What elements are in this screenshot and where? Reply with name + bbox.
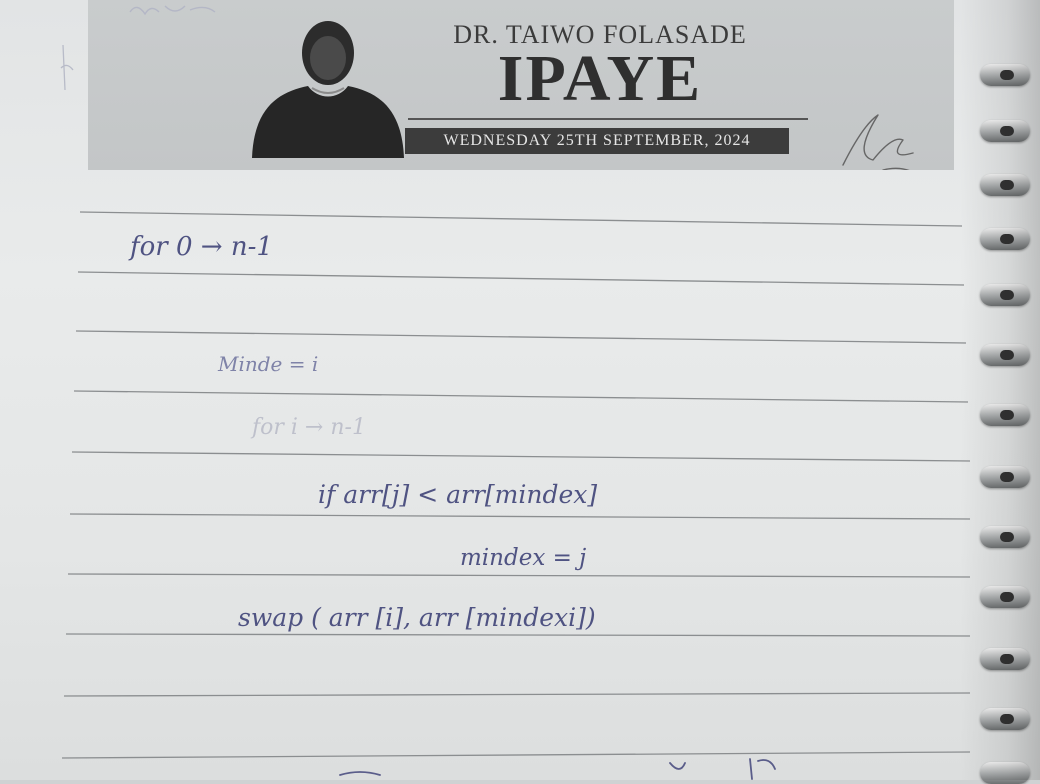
handwriting-line-if-compare: if arr[j] < arr[mindex] [318,480,598,509]
handwriting-line-swap: swap ( arr [i], arr [mindexi]) [238,603,596,632]
header-surname: IPAYE [497,42,703,115]
handwriting-line-minindex-init: Minde = i [218,352,319,376]
page-edge-shadow [960,0,1040,780]
handwriting-line-minindex-assign: mindex = j [460,545,587,571]
header-title: DR. TAIWO FOLASADE [453,20,747,49]
handwriting-line-for-inner: for i → n-1 [252,415,366,440]
handwriting-line-for-outer: for 0 → n-1 [130,232,273,262]
bottom-ink-fragments [300,755,800,780]
header-date: WEDNESDAY 25TH SEPTEMBER, 2024 [405,128,789,154]
